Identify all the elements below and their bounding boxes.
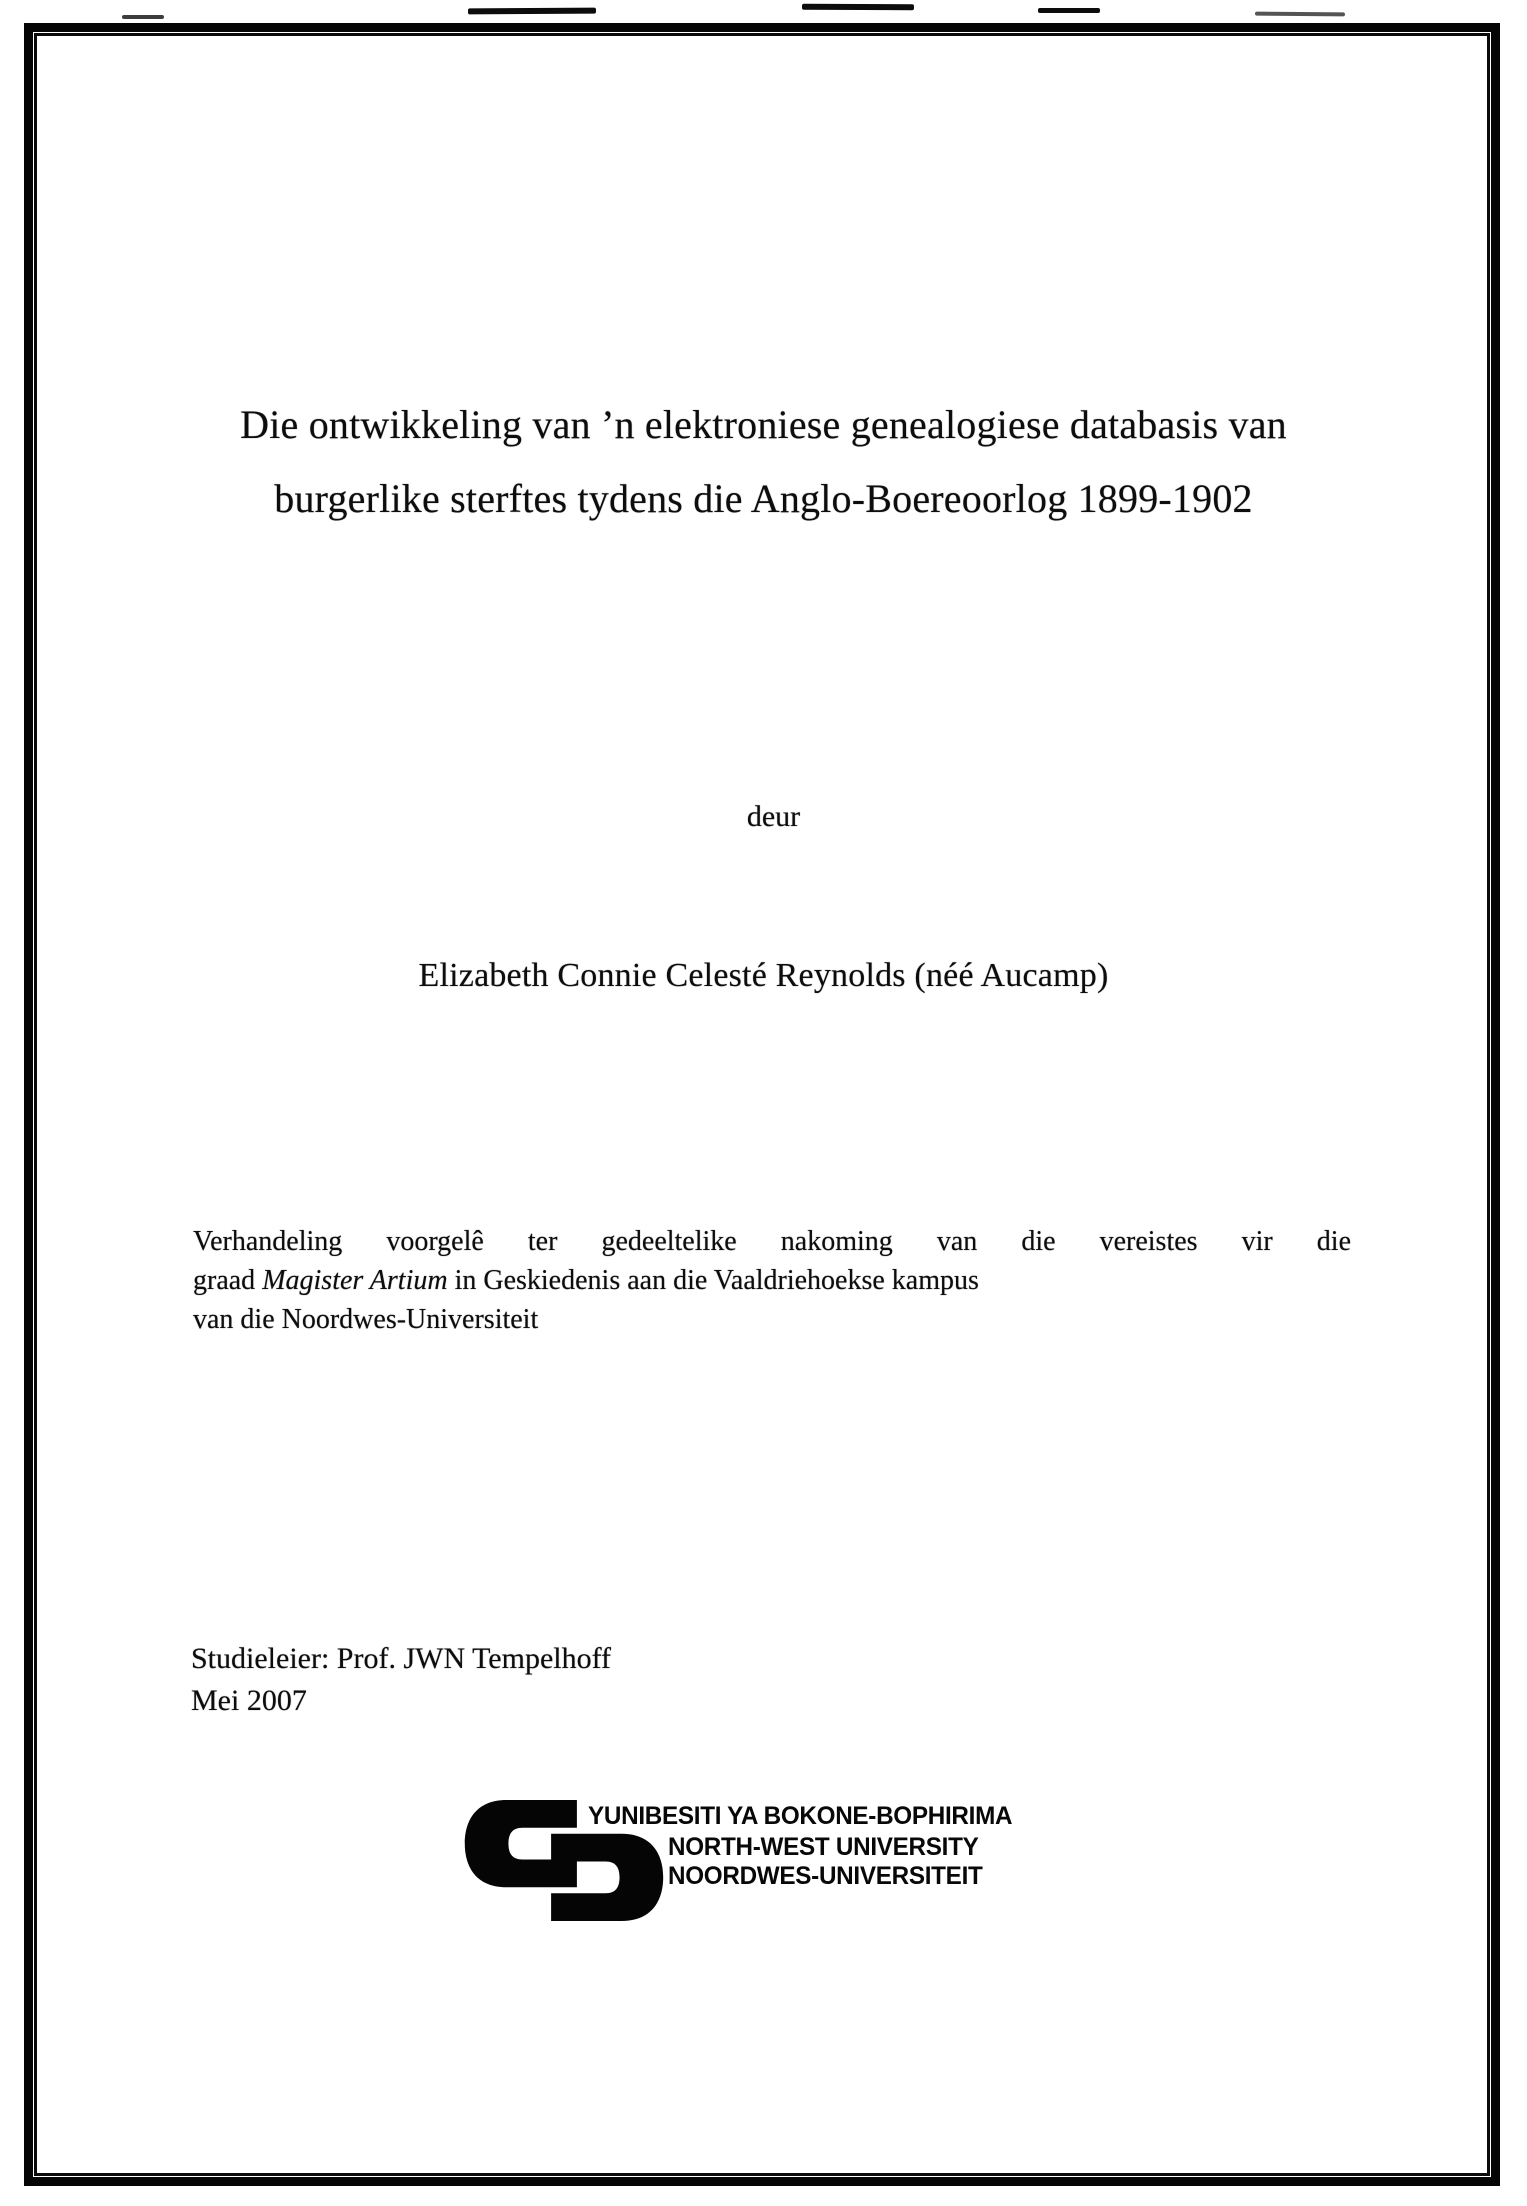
degree-statement-line2-pre: graad	[193, 1265, 263, 1296]
degree-statement-line1: Verhandeling voorgelê ter gedeeltelike nakoming van die vereistes vir die	[193, 1226, 1351, 1257]
thesis-title-line2: burgerlike sterftes tydens die Anglo-Boereoorlog 1899-1902	[274, 476, 1253, 521]
scan-artifact	[1038, 8, 1100, 13]
logo-text-line2: NORTH-WEST UNIVERSITY	[668, 1833, 979, 1861]
thesis-title	[60, 388, 1467, 536]
supervisor-block	[191, 1638, 611, 1722]
logo-text-line3: NOORDWES-UNIVERSITEIT	[668, 1862, 983, 1890]
author-name: Elizabeth Connie Celesté Reynolds (néé Aucamp)	[418, 957, 1109, 994]
scan-artifact	[468, 8, 596, 15]
degree-statement-line2-post: in Geskiedenis aan die Vaaldriehoekse kampus	[447, 1265, 979, 1296]
scan-artifact	[122, 15, 164, 19]
date-line: Mei 2007	[191, 1684, 307, 1717]
degree-statement-line2	[193, 1261, 1351, 1300]
scan-artifact	[802, 4, 914, 11]
thesis-title-line1: Die ontwikkeling van ’n elektroniese genealogiese databasis van	[240, 402, 1287, 447]
degree-name: Magister Artium	[262, 1265, 448, 1296]
scan-artifact	[1255, 12, 1345, 17]
logo-text-line1: YUNIBESITI YA BOKONE-BOPHIRIMA	[588, 1802, 1013, 1830]
degree-statement	[193, 1222, 1351, 1339]
degree-statement-line3: van die Noordwes-Universiteit	[193, 1304, 539, 1335]
supervisor-line: Studieleier: Prof. JWN Tempelhoff	[191, 1642, 612, 1675]
byline: deur	[746, 800, 801, 833]
